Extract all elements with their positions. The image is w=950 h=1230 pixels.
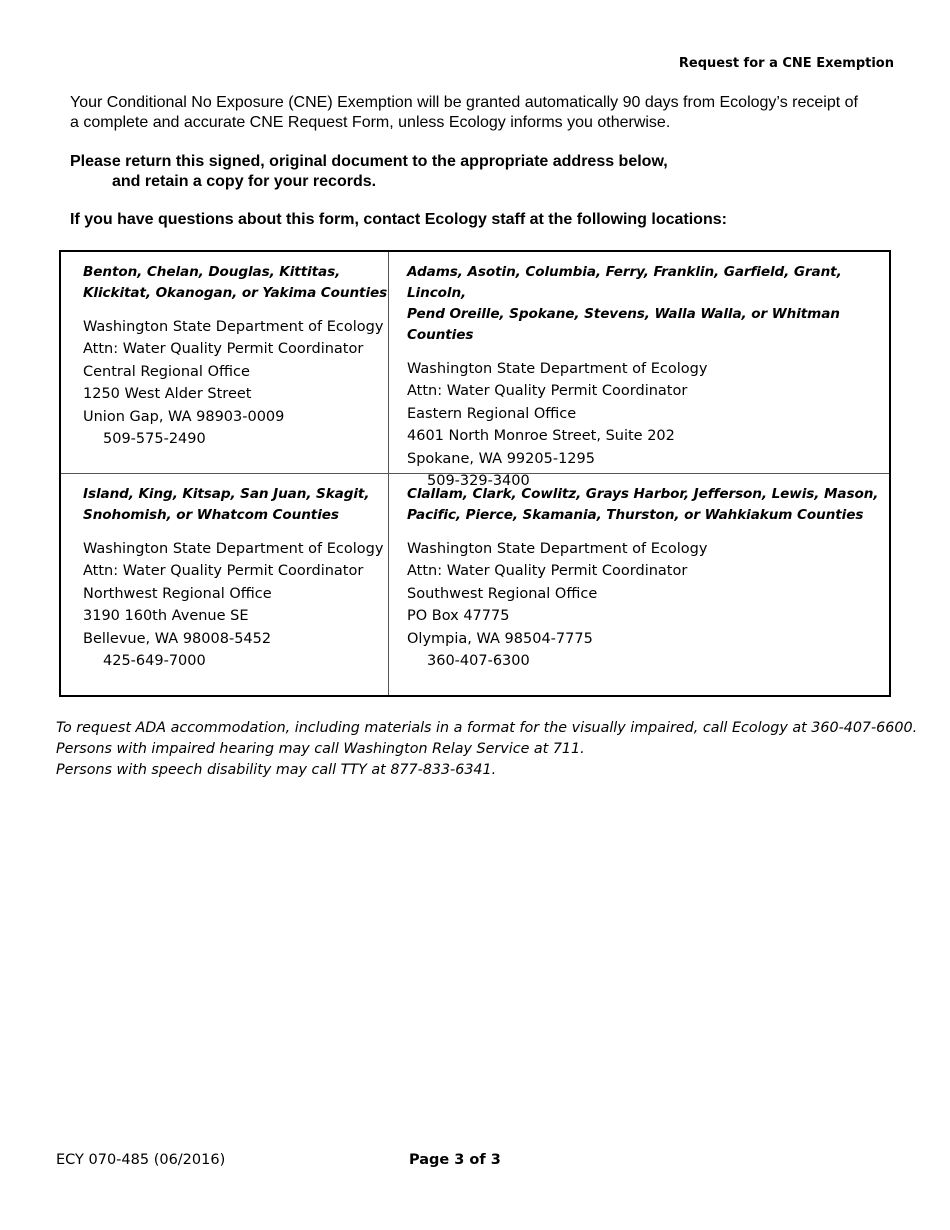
- office-address: [83, 538, 388, 672]
- office-street: 1250 West Alder Street: [83, 386, 252, 403]
- office-agency: Washington State Department of Ecology: [83, 541, 384, 557]
- counties-line-1: Island, King, Kitsap, San Juan, Skagit,: [83, 486, 370, 502]
- office-counties: [83, 262, 388, 304]
- document-title: Request for a CNE Exemption: [678, 56, 894, 71]
- office-address: [407, 358, 889, 492]
- office-southwest: [388, 474, 889, 695]
- office-name: Northwest Regional Office: [83, 585, 272, 602]
- office-phone: 509-575-2490: [103, 431, 206, 448]
- office-counties: [407, 262, 889, 346]
- office-street: PO Box 47775: [407, 608, 510, 625]
- office-agency: Washington State Department of Ecology: [407, 541, 708, 557]
- office-northwest: [61, 474, 388, 695]
- office-city: Spokane, WA 99205-1295: [407, 450, 595, 467]
- office-phone: 360-407-6300: [427, 653, 530, 670]
- office-address: [407, 538, 889, 672]
- counties-line-1: Benton, Chelan, Douglas, Kittitas,: [83, 264, 341, 280]
- intro-paragraph: Your Conditional No Exposure (CNE) Exemption will be granted automatically 90 days from Ecology’s receipt of a complete and accurate CNE Request Form, unless Ecology informs you otherwise.: [70, 94, 858, 131]
- office-counties: [83, 484, 388, 526]
- office-street: 3190 160th Avenue SE: [83, 608, 249, 625]
- counties-line-2: Snohomish, or Whatcom Counties: [83, 507, 339, 523]
- counties-line-2: Klickitat, Okanogan, or Yakima Counties: [83, 285, 388, 301]
- counties-line-1: Clallam, Clark, Cowlitz, Grays Harbor, Jefferson, Lewis, Mason,: [407, 486, 879, 502]
- office-counties: [407, 484, 889, 526]
- office-phone: 509-329-3400: [427, 473, 530, 490]
- office-attn: Attn: Water Quality Permit Coordinator: [407, 563, 688, 580]
- office-central: [61, 252, 388, 474]
- office-city: Bellevue, WA 98008-5452: [83, 630, 272, 647]
- ada-line-2: Persons with impaired hearing may call Washington Relay Service at 711.: [56, 741, 585, 757]
- office-agency: Washington State Department of Ecology: [83, 319, 384, 335]
- return-instructions-line-1: Please return this signed, original document to the appropriate address below,: [70, 153, 668, 170]
- return-instructions-line-2: and retain a copy for your records.: [112, 173, 377, 190]
- office-street: 4601 North Monroe Street, Suite 202: [407, 428, 675, 445]
- office-attn: Attn: Water Quality Permit Coordinator: [83, 341, 364, 358]
- office-agency: Washington State Department of Ecology: [407, 361, 708, 377]
- return-instructions: [70, 152, 870, 192]
- counties-line-2: Pacific, Pierce, Skamania, Thurston, or Wahkiakum Counties: [407, 507, 864, 523]
- office-eastern: [388, 252, 889, 490]
- regional-offices-table: [59, 250, 891, 697]
- office-city: Union Gap, WA 98903-0009: [83, 408, 285, 425]
- page-number: Page 3 of 3: [409, 1152, 501, 1168]
- ada-line-3: Persons with speech disability may call TTY at 877-833-6341.: [56, 762, 497, 778]
- office-address: [83, 316, 388, 450]
- counties-line-2: Pend Oreille, Spokane, Stevens, Walla Walla, or Whitman Counties: [407, 306, 840, 343]
- office-phone: 425-649-7000: [103, 653, 206, 670]
- office-name: Eastern Regional Office: [407, 405, 577, 422]
- office-city: Olympia, WA 98504-7775: [407, 630, 593, 647]
- office-attn: Attn: Water Quality Permit Coordinator: [83, 563, 364, 580]
- form-number: ECY 070-485 (06/2016): [56, 1152, 226, 1168]
- counties-line-1: Adams, Asotin, Columbia, Ferry, Franklin, Garfield, Grant, Lincoln,: [407, 264, 842, 301]
- office-name: Central Regional Office: [83, 363, 250, 380]
- ada-line-1: To request ADA accommodation, including materials in a format for the visually impaired, call Ecology at 360-407-6600.: [56, 720, 918, 736]
- contact-heading: If you have questions about this form, contact Ecology staff at the following locations:: [70, 211, 727, 228]
- office-attn: Attn: Water Quality Permit Coordinator: [407, 383, 688, 400]
- ada-accommodation-notice: [56, 718, 936, 781]
- office-name: Southwest Regional Office: [407, 585, 598, 602]
